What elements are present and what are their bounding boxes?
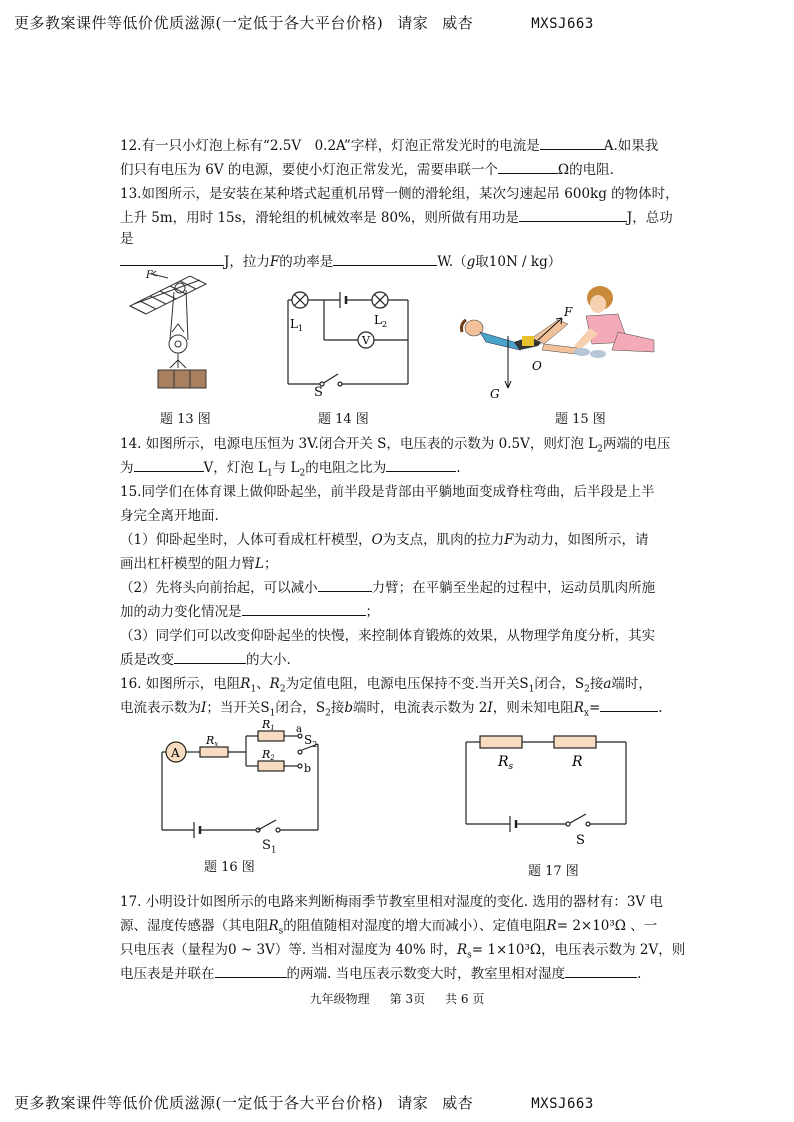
q15-text: （3）同学们可以改变仰卧起坐的快慢，来控制体育锻炼的效果，从物理学角度分析，其实 [120, 628, 656, 644]
q15-text: 力臂；在平躺至坐起的过程中，运动员肌肉所施 [371, 580, 656, 596]
q16-sub: 2 [325, 708, 331, 719]
banner-contact-label: 请家 [397, 1094, 429, 1112]
caption-fig15: 题 15 图 [555, 412, 606, 427]
voltmeter-label: V [362, 334, 370, 347]
switch-s-label: S [314, 385, 323, 400]
switch-s-label: S [576, 833, 585, 848]
q12-text-c: 们只有电压为 6V 的电源，要使小灯泡正常发光，需要串联一个 [120, 162, 498, 178]
q16-line2 [120, 696, 663, 719]
q15-text: 的大小. [246, 652, 291, 668]
q15-text: （2）先将头向前抬起，可以减小 [120, 580, 318, 596]
q14-text: 两端的电压 [602, 436, 671, 452]
q16-sub: x [583, 708, 589, 719]
q16-text: 闭合，S [534, 676, 585, 692]
q16-var: I [201, 700, 207, 716]
q15-text: 为动力，如图所示，请 [513, 532, 649, 548]
q17-text: 源、湿度传感器（其电阻 [120, 918, 269, 934]
q17-sub: s [467, 950, 472, 961]
banner-name: 威杏 [442, 14, 474, 32]
q17-var: R [546, 918, 557, 934]
q16-text: 电流表示数为 [120, 700, 201, 716]
page-footer [0, 990, 794, 1007]
ammeter-label: A [171, 746, 180, 760]
q15-var: L [255, 556, 264, 572]
q16-var: a [603, 676, 612, 692]
lamp2-label: $L_2$ [374, 313, 388, 329]
q17-text: 的两端. 当电压表示数变大时，教室里相对湿度 [286, 966, 566, 982]
q17-sub: s [278, 926, 284, 937]
q15-text: 画出杠杆模型的阻力臂 [120, 556, 255, 572]
force-f-label: F [564, 305, 573, 319]
banner-text: 更多教案课件等低价优质滋源(一定低于各大平台价格) [14, 14, 384, 32]
q13-var: g [466, 254, 476, 270]
q16-text: 端时，电流表示数为 2 [352, 700, 488, 716]
answer-blank[interactable] [498, 159, 558, 174]
q15-line6 [120, 600, 379, 620]
answer-blank[interactable] [386, 457, 456, 472]
q16-sub: 1 [528, 684, 535, 695]
footer-page: 第 3页 [389, 992, 426, 1006]
footer-total: 共 6 页 [445, 992, 485, 1006]
answer-blank[interactable] [540, 135, 604, 150]
q13-var: F [269, 254, 280, 270]
q13-line1 [120, 182, 679, 202]
q12-line1 [120, 134, 658, 154]
top-banner [14, 12, 594, 33]
q15-text: 质是改变 [120, 652, 174, 668]
q16-text: 接 [589, 676, 604, 692]
q17-var: R [457, 942, 468, 958]
answer-blank[interactable] [519, 207, 627, 222]
banner-name: 威杏 [442, 1094, 474, 1112]
q13-text: J，拉力 [224, 254, 270, 270]
answer-blank[interactable] [565, 963, 637, 978]
q17-text: = 1×10³Ω，电压表示数为 2V，则 [471, 942, 686, 958]
pivot-o-label: O [532, 359, 542, 373]
q15-text: ； [263, 556, 278, 572]
banner-code: MXSJ663 [531, 1096, 594, 1112]
q17-line1 [120, 890, 663, 910]
answer-blank[interactable] [333, 251, 437, 266]
q14-text: 14. 如图所示，电源电压恒为 3V.闭合开关 S，电压表的示数为 0.5V，则灯泡 L [120, 436, 598, 452]
q16-text: 16. 如图所示，电阻 [120, 676, 241, 692]
q17-line2 [120, 914, 657, 937]
q16-text: = [588, 700, 601, 716]
q17-text: = 2×10³Ω 、一 [556, 918, 658, 934]
q15-var: F [504, 532, 514, 548]
q16-text: 端时， [611, 676, 652, 692]
q16-var: R [269, 676, 280, 692]
q17-text: 只电压表（量程为0 ~ 3V）等. 当相对湿度为 40% 时， [120, 942, 457, 958]
q13-text: W.（ [437, 254, 467, 270]
q12-line2 [120, 158, 614, 178]
answer-blank[interactable] [600, 697, 658, 712]
r-label: R [572, 754, 583, 770]
q16-sub: 1 [269, 708, 276, 719]
answer-blank[interactable] [242, 601, 366, 616]
q13-text: J，总功 [626, 210, 673, 226]
q13-text: 13.如图所示，是安装在某种塔式起重机吊臂一侧的滑轮组，某次匀速起吊 600kg 的物体时， [120, 186, 679, 202]
answer-blank[interactable] [318, 577, 372, 592]
q12-text-a: 12.有一只小灯泡上标有“2.5V 0.2A”字样，灯泡正常发光时的电流是 [120, 138, 540, 154]
q13-text: 是 [120, 231, 134, 247]
q15-text: 15.同学们在体育课上做仰卧起坐，前半段是背部由平躺地面变成脊柱弯曲，后半段是上半 [120, 484, 655, 500]
answer-blank[interactable] [174, 649, 246, 664]
q14-line1 [120, 432, 670, 455]
gravity-g-label: G [490, 387, 500, 400]
rx-label: Rx [206, 734, 219, 748]
q16-text: 、 [256, 676, 270, 692]
q16-sub: 2 [584, 684, 590, 695]
caption-fig14: 题 14 图 [318, 412, 369, 427]
q16-var: b [344, 700, 353, 716]
caption-fig17: 题 17 图 [528, 864, 579, 879]
figure-17-circuit [458, 728, 638, 848]
q13-text: 的功率是 [279, 254, 334, 270]
q17-text: 的阻值随相对湿度的增大而减小）、定值电阻 [283, 918, 547, 934]
q15-text: 加的动力变化情况是 [120, 604, 242, 620]
q15-var: O [371, 532, 383, 548]
q15-line8 [120, 648, 291, 668]
q16-sub: 2 [279, 684, 286, 695]
r2-label: R2 [262, 748, 275, 762]
q13-text: 上升 5m，用时 15s，滑轮组的机械效率是 80%，则所做有用功是 [120, 210, 519, 226]
q14-text: 的电阻之比为 [305, 460, 387, 476]
q14-line2 [120, 456, 461, 479]
q15-line5 [120, 576, 655, 596]
q15-line4 [120, 552, 277, 572]
answer-blank[interactable] [134, 457, 204, 472]
figure-14-circuit [280, 284, 420, 394]
answer-blank[interactable] [215, 963, 287, 978]
figure-13-crane [120, 268, 220, 396]
q16-sub: 1 [250, 684, 257, 695]
q12-text-d: Ω的电阻. [557, 162, 614, 178]
bottom-banner [14, 1092, 594, 1113]
q17-var: R [268, 918, 279, 934]
caption-fig16: 题 16 图 [204, 860, 255, 875]
q14-sub: 2 [299, 468, 306, 479]
footer-subject: 九年级物理 [309, 992, 370, 1006]
q15-line3 [120, 528, 649, 548]
q16-text: ；当开关S [206, 700, 270, 716]
banner-contact-label: 请家 [397, 14, 429, 32]
q17-text: . [637, 966, 642, 982]
q16-text: 闭合，S [275, 700, 326, 716]
q14-sub: 1 [267, 468, 273, 479]
answer-blank[interactable] [120, 251, 224, 266]
r1-label: R1 [262, 720, 275, 732]
caption-fig13: 题 13 图 [160, 412, 211, 427]
lamp1-label: $L_1$ [290, 317, 304, 333]
q16-line1 [120, 672, 652, 695]
banner-code: MXSJ663 [531, 16, 594, 32]
q14-text: . [456, 460, 461, 476]
q15-text: （1）仰卧起坐时，人体可看成杠杆模型， [120, 532, 372, 548]
q14-text: 为 [120, 460, 134, 476]
q16-text: 为定值电阻，电源电压保持不变.当开关S [285, 676, 529, 692]
q13-line2 [120, 206, 673, 226]
terminal-a-label: a [296, 724, 302, 735]
label-f: F [146, 270, 153, 281]
q15-line7 [120, 624, 655, 644]
q15-text: 为支点，肌肉的拉力 [382, 532, 505, 548]
figure-16-circuit [158, 720, 328, 844]
q13-text: 取10N / kg） [475, 254, 562, 270]
q13-line3 [120, 227, 134, 247]
terminal-b-label: b [304, 762, 312, 775]
switch-s2-label: $S_2$ [304, 733, 318, 749]
figure-15-situp [458, 280, 664, 400]
q16-text: 接 [330, 700, 345, 716]
q13-line4 [120, 250, 561, 270]
q15-text: ； [365, 604, 379, 620]
q16-var: R [240, 676, 251, 692]
switch-s1-label: $S_1$ [262, 838, 277, 856]
q17-line4 [120, 962, 641, 982]
q15-text: 身完全离开地面. [120, 508, 219, 524]
q17-text: 17. 小明设计如图所示的电路来判断梅雨季节教室里相对湿度的变化. 选用的器材有：3V 电 [120, 894, 663, 910]
banner-text: 更多教案课件等低价优质滋源(一定低于各大平台价格) [14, 1094, 384, 1112]
q16-text: ，则未知电阻 [492, 700, 574, 716]
rs-label: $R_s$ [498, 754, 514, 772]
q14-sub: 2 [597, 444, 603, 455]
q16-text: . [658, 700, 663, 716]
q12-text-b: A.如果我 [603, 138, 659, 154]
q15-line2 [120, 504, 219, 524]
q16-var: R [573, 700, 584, 716]
q14-text: 与 L [272, 460, 300, 476]
q17-line3 [120, 938, 685, 961]
q14-text: V，灯泡 L [203, 460, 268, 476]
q15-line1 [120, 480, 654, 500]
q17-text: 电压表是并联在 [120, 966, 215, 982]
q16-var: I [487, 700, 493, 716]
